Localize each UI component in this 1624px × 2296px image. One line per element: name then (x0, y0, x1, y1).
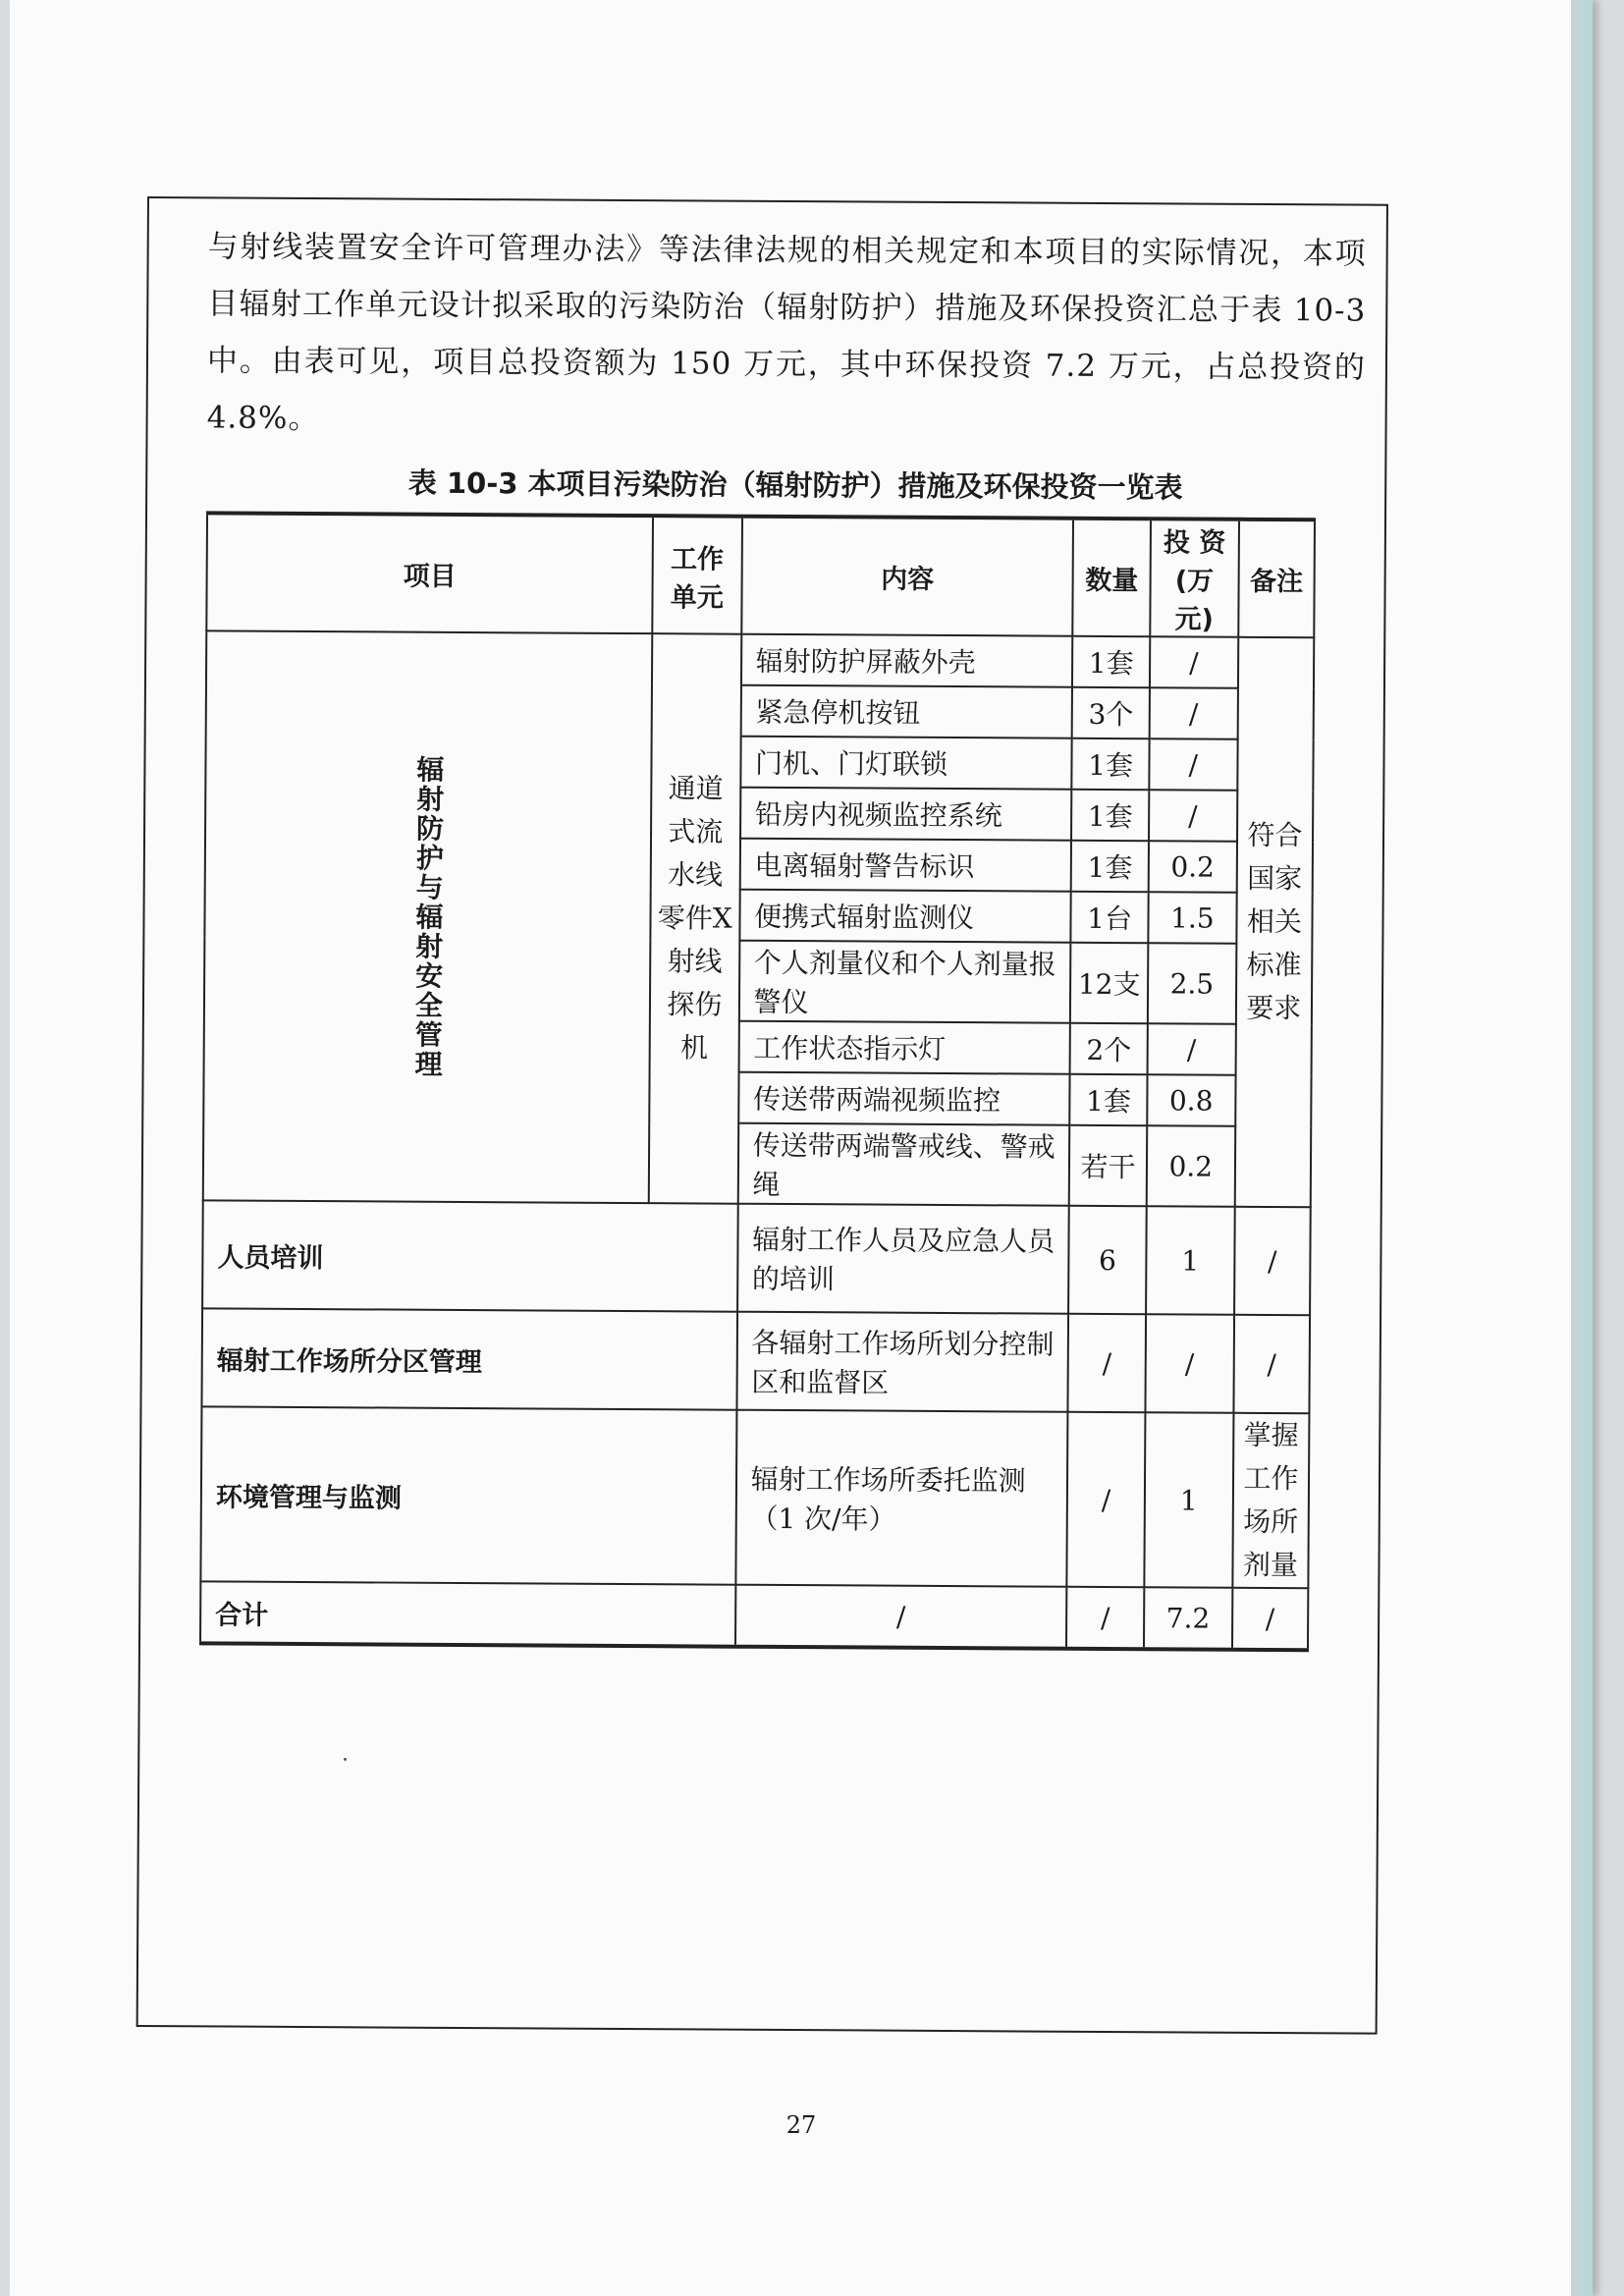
invest-cell: / (1147, 1023, 1235, 1075)
qty-cell: / (1066, 1587, 1144, 1649)
invest-cell: 1.5 (1148, 892, 1236, 944)
header-invest: 投 资 (万元) (1150, 519, 1239, 637)
content-cell: 铅房内视频监控系统 (740, 788, 1072, 841)
note-cell: 掌握工作场所剂量 (1232, 1413, 1309, 1588)
content-cell: 电离辐射警告标识 (739, 839, 1071, 892)
content-cell: 辐射工作人员及应急人员的培训 (737, 1204, 1069, 1314)
total-row (200, 1581, 1308, 1650)
invest-cell: 1 (1144, 1412, 1233, 1588)
invest-cell: 0.2 (1149, 841, 1237, 893)
qty-cell: 1套 (1072, 636, 1150, 687)
category-zoning: 辐射工作场所分区管理 (201, 1308, 736, 1409)
page-number: 27 (785, 2111, 817, 2139)
table-row (200, 1406, 1309, 1588)
body-paragraph (206, 218, 1366, 453)
category-radiation-protection: 辐射防护与辐射安全管理 (410, 754, 446, 1079)
qty-cell: 3个 (1072, 687, 1150, 738)
invest-cell: 0.2 (1147, 1125, 1235, 1207)
content-cell: 传送带两端警戒线、警戒绳 (737, 1123, 1069, 1206)
qty-cell: 12支 (1070, 943, 1148, 1023)
header-unit: 工作单元 (652, 516, 741, 634)
table-header-row (206, 513, 1315, 637)
qty-cell: 1套 (1071, 790, 1149, 841)
qty-cell: 若干 (1069, 1125, 1147, 1206)
note-cell: 符合国家相关标准要求 (1235, 637, 1315, 1207)
invest-cell: / (1150, 636, 1238, 688)
work-unit-cell: 通道式流水线零件X射线探伤机 (649, 633, 741, 1204)
header-note: 备注 (1238, 519, 1315, 637)
content-cell: 辐射防护屏蔽外壳 (741, 634, 1073, 687)
category-cell (203, 630, 653, 1203)
invest-cell: / (1149, 790, 1237, 842)
content-cell: 个人剂量仪和个人剂量报警仪 (738, 941, 1070, 1023)
content-cell: 传送带两端视频监控 (738, 1072, 1070, 1125)
content-cell: 工作状态指示灯 (738, 1021, 1070, 1074)
qty-cell: 6 (1068, 1206, 1146, 1314)
header-item: 项目 (206, 513, 653, 633)
content-cell: 各辐射工作场所划分控制区和监督区 (736, 1312, 1068, 1412)
invest-cell: / (1149, 687, 1237, 739)
header-content: 内容 (741, 517, 1074, 636)
invest-cell: 1 (1146, 1206, 1235, 1315)
qty-cell: 2个 (1070, 1023, 1148, 1074)
table-caption: 表 10-3 本项目污染防治（辐射防护）措施及环保投资一览表 (407, 465, 1183, 505)
content-cell: 便携式辐射监测仪 (739, 890, 1071, 943)
invest-cell: 0.8 (1147, 1074, 1235, 1126)
header-qty: 数量 (1073, 519, 1151, 636)
qty-cell: 1台 (1071, 892, 1149, 943)
qty-cell: 1套 (1071, 841, 1149, 892)
document-page (10, 0, 1593, 2296)
note-cell: / (1232, 1588, 1309, 1650)
invest-cell: 7.2 (1144, 1587, 1232, 1650)
table-row (201, 1308, 1310, 1413)
total-label: 合计 (200, 1581, 735, 1646)
paragraph-text: 与射线装置安全许可管理办法》等法律法规的相关规定和本项目的实际情况，本项目辐射工作单元设计拟采取的污染防治（辐射防护）措施及环保投资汇总于表 10-3 中。由表可见，项目总投资额为 150 万元，其中环保投资 7.2 万元，占总投资的 4.8%。 (206, 229, 1367, 437)
scan-speck (344, 1758, 347, 1761)
qty-cell: / (1067, 1412, 1146, 1587)
table-row (202, 1200, 1311, 1315)
note-cell: / (1233, 1315, 1310, 1413)
page-edge (1571, 0, 1593, 2296)
content-frame (136, 196, 1388, 2035)
invest-cell: / (1149, 738, 1237, 791)
category-monitoring: 环境管理与监测 (200, 1406, 736, 1584)
content-cell: 紧急停机按钮 (740, 685, 1072, 738)
invest-cell: / (1145, 1314, 1234, 1413)
content-cell: 门机、门灯联锁 (740, 737, 1072, 790)
content-cell: / (735, 1585, 1067, 1649)
category-training: 人员培训 (202, 1200, 737, 1311)
content-cell: 辐射工作场所委托监测（1 次/年） (735, 1410, 1068, 1587)
invest-cell: 2.5 (1148, 943, 1236, 1024)
note-cell: / (1234, 1207, 1311, 1315)
investment-table (199, 511, 1316, 1652)
qty-cell: 1套 (1070, 1074, 1148, 1125)
qty-cell: / (1068, 1314, 1146, 1412)
qty-cell: 1套 (1072, 738, 1150, 790)
table-row (206, 630, 1314, 688)
